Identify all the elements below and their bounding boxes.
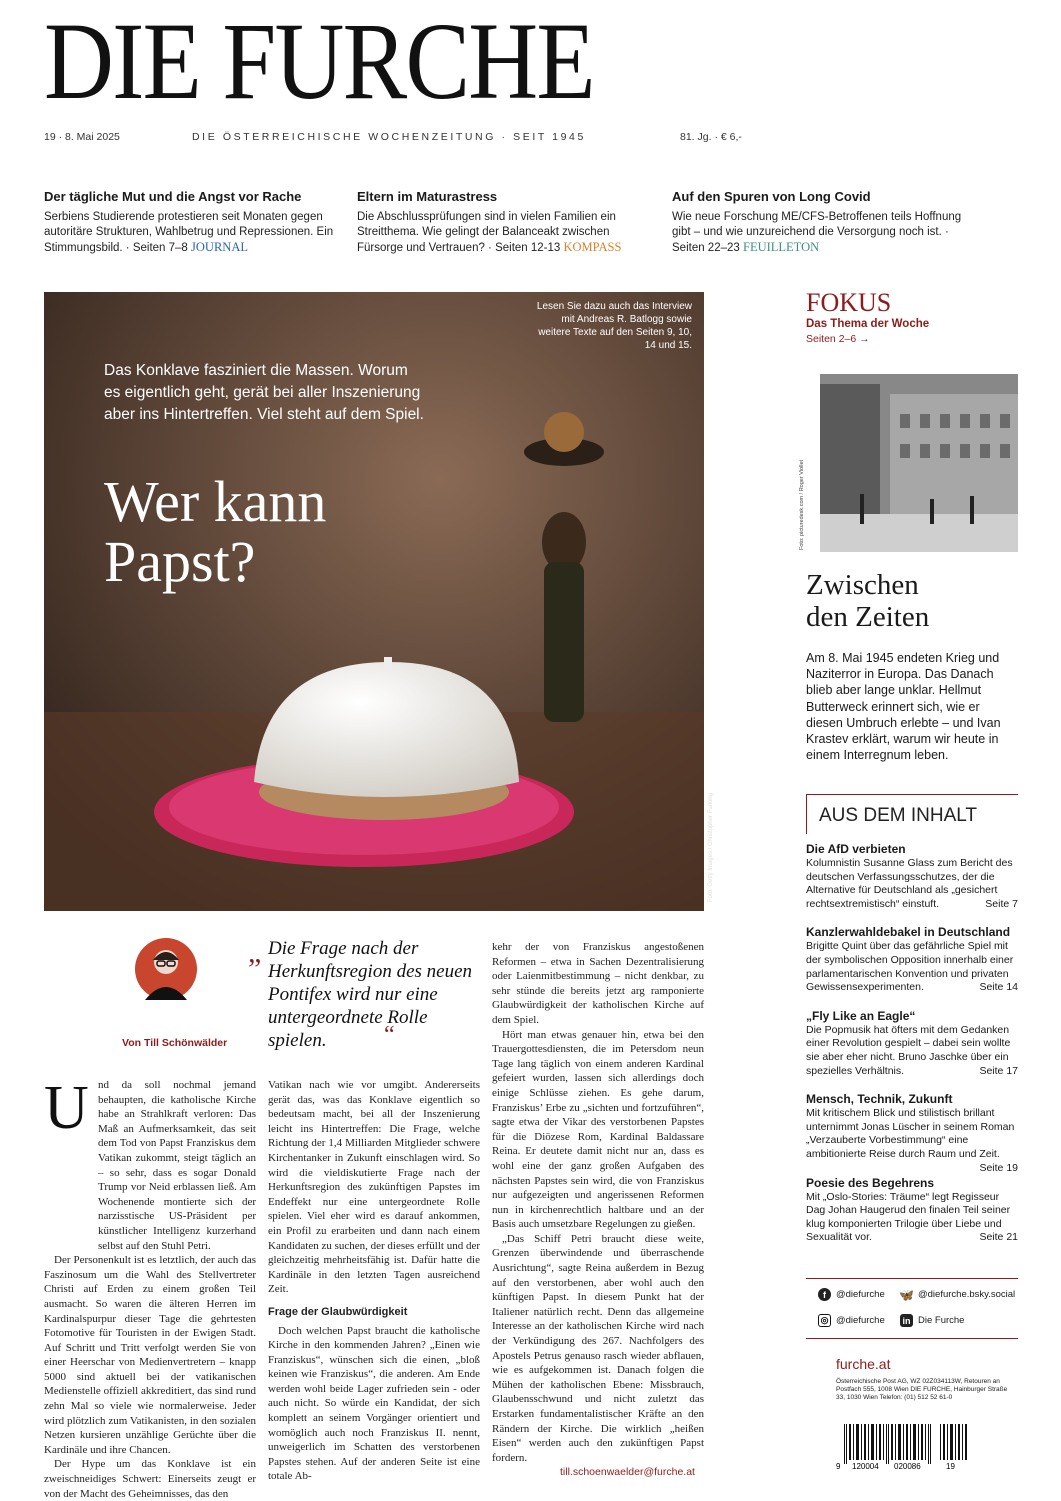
tagline: DIE ÖSTERREICHISCHE WOCHENZEITUNG · SEIT 1945 [192, 131, 586, 143]
barcode-graphic [836, 1424, 1018, 1470]
teaser-section: FEUILLETON [743, 240, 820, 254]
author-byline: Von Till Schönwälder [122, 1037, 228, 1049]
article-column-3 [492, 940, 704, 1465]
paragraph: Der Hype um das Konklave ist ein zweischneidiges Schwert: Einerseits zeugt er von der Macht des Geheimnisses, das den [44, 1458, 256, 1500]
inhalt-item[interactable]: Poesie des Begehrens Mit „Oslo-Stories: Träume“ legt Regisseur Dag Johan Haugerud den finalen Teil seiner klug komponierten Trilogie über Liebe und Sexualität vor. Seite 21 [806, 1175, 1018, 1244]
author-portrait-icon [135, 938, 197, 1000]
social-linkedin[interactable]: in Die Furche [900, 1314, 964, 1327]
teaser-text: Wie neue Forschung ME/CFS-Betroffenen teils Hoffnung gibt – und wie unzureichend die Versorgung noch ist. · Seiten 22–23 [672, 211, 962, 254]
fokus-photo-credit: Foto: picturedesk.com / Roger Viollet [799, 459, 805, 550]
social-facebook[interactable]: f @diefurche [818, 1288, 885, 1301]
teaser-title: Der tägliche Mut und die Angst vor Rache [44, 189, 302, 204]
teaser-text: Serbiens Studierende protestieren seit Monaten gegen autoritäre Strukturen, Wahlbetrug und Repressionen. Ein Stimmungsbild. · Seiten 7–8 [44, 211, 334, 254]
subhead: Frage der Glaubwürdigkeit [268, 1305, 408, 1318]
fokus-label: FOKUS [806, 288, 892, 317]
inhalt-item[interactable]: Mensch, Technik, Zukunft Mit kritischem Blick und stilistisch brillant unternimmt Jonas Lüscher in seinem Roman „Verzauberte Vorbestimmung“ eine ambitionierte Reise durch Raum und Zeit. Seite 19 [806, 1092, 1018, 1174]
teaser-title: Auf den Spuren von Long Covid [672, 189, 871, 204]
social-instagram[interactable]: ◎ @diefurche [818, 1314, 885, 1327]
dropcap: U [44, 1074, 89, 1142]
barcode-digits-mid: 120004 [852, 1462, 879, 1471]
barcode-digits-right: 020086 [894, 1462, 921, 1471]
teaser-3[interactable] [672, 189, 962, 256]
barcode-digit-left: 9 [836, 1462, 841, 1471]
volume-price: 81. Jg. · € 6,- [680, 131, 742, 143]
facebook-icon: f [818, 1288, 831, 1301]
social-divider-bottom [806, 1338, 1018, 1339]
imprint: Österreichische Post AG, WZ 02Z034113W, Retouren an Postfach 555, 1008 Wien DIE FURCHE, Hainburger Straße 33, 1030 Wien Telefon: (01) 512 52 61-0 [836, 1378, 1008, 1401]
hero-title: Wer kann Papst? [104, 469, 327, 594]
teaser-title: Eltern im Maturastress [357, 189, 498, 204]
pull-quote: Die Frage nach der Herkunftsregion des neuen Pontifex wird nur eine untergeordnete Rolle spielen. [268, 938, 473, 1051]
hero-note: Lesen Sie dazu auch das Interview mit Andreas R. Batlogg sowie weitere Texte auf den Seiten 9, 10, 14 und 15. [536, 301, 692, 351]
hero-intro: Das Konklave fasziniert die Massen. Worum es eigentlich geht, gerät bei aller Inszenierung aber ins Hintertreffen. Viel steht auf dem Spiel. [104, 362, 424, 423]
paragraph: kehr der von Franziskus angestoßenen Reformen – etwa in Sachen Dezentralisierung oder Laienmitbestimmung – nicht denkbar, zu sehr stünde die bereits jetzt arg ramponierte Glaubwürdigkeit der katholischen Kirche auf dem Spiel. [492, 941, 704, 1026]
fokus-sub: Das Thema der Woche [806, 318, 930, 330]
hero-credit: Foto: Getty Images / Christopher Furlong [708, 792, 714, 902]
barcode [836, 1424, 1018, 1470]
teaser-1[interactable] [44, 189, 334, 256]
inhalt-item[interactable]: Die AfD verbieten Kolumnistin Susanne Glass zum Bericht des deutschen Verfassungsschutzes, der die Alternative für Deutschland als „gesichert rechtsextremistisch“ einstuft. Seite 7 [806, 842, 1018, 910]
paragraph: nd da soll nochmal jemand behaupten, die katholische Kirche habe an Strahlkraft verloren: Das Maß an Aufmerksamkeit, das seit dem Tod von Papst Franziskus dem Vatikan zukommt, steigt täglich an – so sehr, dass es sogar Donald Trump vor Neid erblassen ließ. Am Wochenende montierte sich der narzisstische US-Präsident per künstlicher Intelligenz kurzerhand selbst auf den Stuhl Petri. [98, 1079, 256, 1252]
fokus-pages[interactable]: Seiten 2–6 → [806, 333, 870, 345]
inhalt-list [806, 842, 1018, 1259]
social-divider [806, 1278, 1018, 1279]
linkedin-icon: in [900, 1314, 913, 1327]
inhalt-item[interactable]: „Fly Like an Eagle“ Die Popmusik hat öfters mit dem Gedanken einer Revolution gespielt – dabei sein wollte sie aber eher nicht. Bruno Jaschke über ein spezielles Verhältnis. Seite 17 [806, 1008, 1018, 1077]
site-url[interactable]: furche.at [836, 1356, 891, 1372]
fokus-text: Am 8. Mai 1945 endeten Krieg und Naziterror in Europa. Das Danach blieb aber lange unklar. Hellmut Butterweck erinnert sich, wie er diesen Umbruch erlebte – und Ivan Krastev erklärt, warum wir heute in einem Interregnum leben. [806, 651, 1001, 763]
instagram-icon: ◎ [818, 1314, 831, 1327]
author-avatar [135, 938, 197, 1000]
fokus-box[interactable] [806, 288, 1018, 345]
inhalt-item[interactable]: Kanzlerwahldebakel in Deutschland Brigitte Quint über das gefährliche Spiel mit der symbolischen Opposition innerhalb einer parlamentarischen Konvention und privaten Gewissensexperimenten. Seite 14 [806, 925, 1018, 994]
bluesky-icon: 🦋 [899, 1287, 914, 1302]
teaser-section: KOMPASS [563, 240, 622, 254]
issue-date: 19 · 8. Mai 2025 [44, 131, 120, 143]
masthead-title: DIE FURCHE [44, 0, 594, 122]
teaser-2[interactable] [357, 189, 647, 256]
teaser-text: Die Abschlussprüfungen sind in vielen Familien ein Streitthema. Wie gelingt der Balanceakt zwischen Fürsorge und Vertrauen? · Seiten 12-13 [357, 211, 616, 254]
quote-close-mark: “ [384, 1022, 395, 1048]
article-column-1 [44, 1074, 256, 1501]
paragraph: „Das Schiff Petri braucht diese weite, Grenzen überwindende und überraschende Ausrichtung“, sagte Reina außerdem in Bezug auf den verstorbenen, aber wohl auch den künftigen Papst. In diesem Punkt hat der Italiener natürlich recht. Denn das allgemeine Interesse an der katholischen Kirche wird nach der Verkündigung des 267. Nachfolgers des Apostels Petrus genauso rasch wieder abflauen, wie es aufgekommen ist. Danach folgen die Mühen der katholischen Ebene: Missbrauch, Glaubensschwund und nicht zuletzt das Erstarken fundamentalistischer Kräfte an den Rändern der Kirche. Die wirklich „heißen Eisen“ werden auch den zukünftigen Papst fordern. [492, 1232, 704, 1464]
fokus-photo [820, 374, 1018, 552]
fokus-title: Zwischen den Zeiten [806, 569, 930, 633]
inhalt-heading-box [806, 794, 1018, 834]
social-bluesky[interactable]: 🦋 @diefurche.bsky.social [899, 1287, 1016, 1302]
paragraph: Hört man etwas genauer hin, etwa bei den Trauergottesdiensten, die im Petersdom neun Tage lang täglich von einem anderen Kardinal gefeiert wurden, lassen sich allerdings doch einige Schlüsse ziehen. Es gehe darum, Franziskus’ Erbe zu „sichten und fortzuführen“, sagte etwa der Vikar des verstorbenen Papstes für die Diözese Rom, Kardinal Baldassare Reina. Er deutete damit nicht nur an, dass es wohl eine der ganz großen Aufgaben des nächsten Papstes sein wird, die von Franziskus nur aufgezeigten und angerissenen Reformen nun in kirchenrechtlich haltbare und an der Basis auch umsetzbare Regelungen zu gießen. [492, 1028, 704, 1231]
barcode-addon: 19 [946, 1462, 955, 1471]
inhalt-heading: AUS DEM INHALT [819, 805, 978, 826]
article-column-2 [268, 1078, 480, 1484]
quote-open-mark: „ [248, 936, 262, 969]
paragraph: Vatikan nach wie vor umgibt. Andererseits gerät das, was das Konklave eigentlich so bedeutsam macht, bei all der Inszenierung leicht ins Hintertreffen: Die Frage, welche Richtung der 1,4 Milliarden Mitglieder schwere Kirchentanker in Zukunft einschlagen wird. So wird die vieldiskutierte Frage nach der Herkunftsregion des zukünftigen Papstes im Endeffekt nur eine untergeordnete Rolle spielen. Viel eher wird es darauf ankommen, ein Profil zu erarbeiten und dann nach einem Kandidaten zu suchen, der dieses erfüllt und der gleichzeitig mehrheitsfähig ist. Dafür hatte die Kardinäle in den letzten Tagen ausreichend Zeit. [268, 1079, 480, 1296]
paragraph: Der Personenkult ist es letztlich, der auch das Faszinosum um die Wahl des Stellvertreter Christi auf Erden zu einem großen Teil ausmacht. So waren die älteren Herren im Kardinalspurpur dieser Tage die gehrtesten Fotomotive für Touristen in der Ewigen Stadt. Auf Schritt und Tritt verfolgt werden Sie von einer Heerschar von Medienvertretern – knapp 5000 sind aktuell bei der vatikanischen Medienstelle offiziell akkreditiert, das sind rund zehn Mal so viele wie normalerweise. Jeder wird plötzlich zum Vatikanisten, in den sozialen Netzen kursieren unzählige Gerüchte über die Kardinäle und ihre Chancen. [44, 1254, 256, 1456]
street-photo-illustration [820, 374, 1018, 552]
teaser-section: JOURNAL [191, 240, 248, 254]
author-email[interactable]: till.schoenwaelder@furche.at [560, 1466, 695, 1478]
paragraph: Doch welchen Papst braucht die katholische Kirche in den kommenden Jahren? „Einen wie Franziskus“, wünschen sich die einen, „bloß keinen wie Franziskus“, die anderen. Am Ende werden wohl beide Lager zufrieden sein - oder auch nicht. So würde ein Kandidat, der sich komplett an seinem Vorgänger orientiert und womöglich auch noch Franziskus II. nennt, unweigerlich im Schatten des verstorbenen Papstes stehen. Auf der anderen Seite ist eine totale Ab- [268, 1324, 480, 1483]
hero-image [44, 292, 714, 911]
